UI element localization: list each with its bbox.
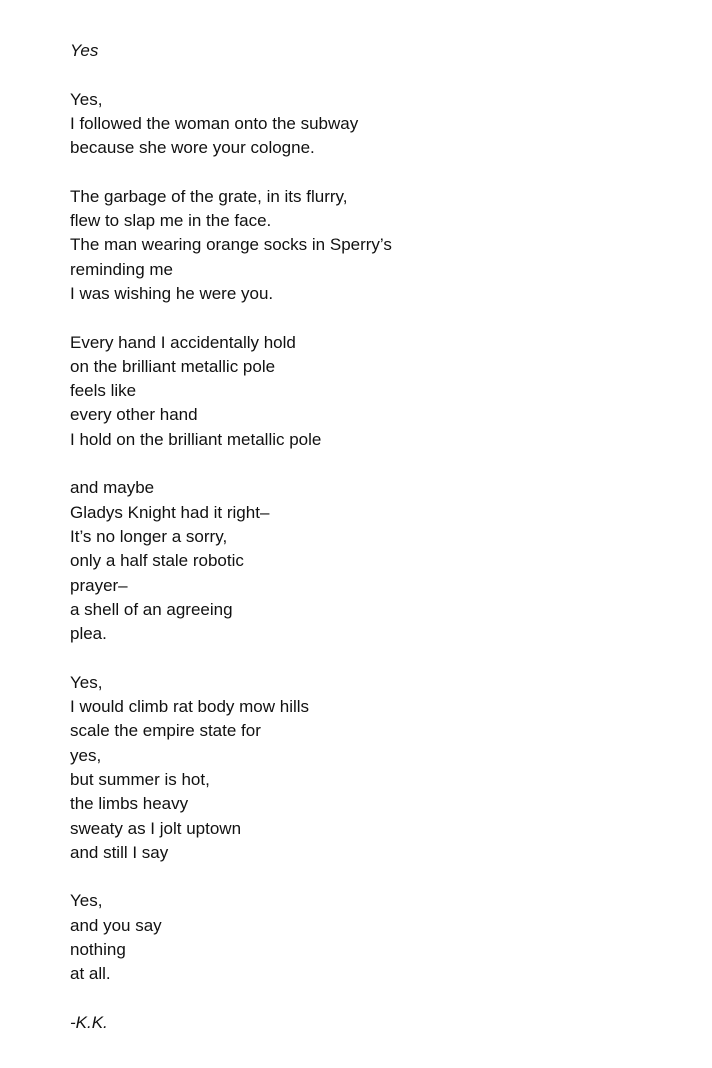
stanza-5: [70, 671, 670, 865]
stanza-1: [70, 88, 670, 161]
poem-line: feels like: [70, 381, 137, 401]
poem-line: I was wishing he were you.: [70, 283, 274, 303]
poem-line: Yes,: [70, 89, 103, 109]
poem-line: Every hand I accidentally hold: [70, 332, 296, 352]
poem-title: Yes: [70, 41, 99, 60]
poem-line: I followed the woman onto the subway: [70, 113, 359, 133]
poem-line: sweaty as I jolt uptown: [70, 818, 242, 838]
poem-line: plea.: [70, 624, 107, 644]
poem-line: yes,: [70, 745, 102, 765]
poem-line: I hold on the brilliant metallic pole: [70, 429, 322, 449]
poem-line: Yes,: [70, 672, 103, 692]
poem-line: every other hand: [70, 405, 198, 425]
stanza-4: [70, 476, 670, 646]
poem-line: but summer is hot,: [70, 769, 210, 789]
poem-line: and you say: [70, 915, 162, 935]
poem-line: The garbage of the grate, in its flurry,: [70, 186, 348, 206]
poem-line: reminding me: [70, 259, 173, 279]
poem-line: and still I say: [70, 842, 169, 862]
author-signature: -K.K.: [70, 1012, 108, 1032]
poem-line: on the brilliant metallic pole: [70, 356, 276, 376]
poem-line: scale the empire state for: [70, 721, 261, 741]
poem-line: prayer–: [70, 575, 128, 595]
poem-line: the limbs heavy: [70, 794, 189, 814]
stanza-3: [70, 331, 670, 452]
poem-line: a shell of an agreeing: [70, 599, 233, 619]
poem-line: It’s no longer a sorry,: [70, 526, 228, 546]
stanza-6: [70, 889, 670, 986]
poem-line: The man wearing orange socks in Sperry’s: [70, 235, 392, 255]
poem-line: only a half stale robotic: [70, 551, 244, 571]
poem-line: because she wore your cologne.: [70, 138, 315, 158]
poem-line: and maybe: [70, 478, 155, 498]
poem-line: nothing: [70, 939, 126, 959]
poem-line: flew to slap me in the face.: [70, 211, 272, 231]
poem-line: Gladys Knight had it right–: [70, 502, 270, 522]
poem-page: [70, 39, 670, 1035]
poem-line: at all.: [70, 964, 111, 984]
poem-line: I would climb rat body mow hills: [70, 697, 310, 717]
stanza-2: [70, 185, 670, 306]
poem-line: Yes,: [70, 891, 103, 911]
